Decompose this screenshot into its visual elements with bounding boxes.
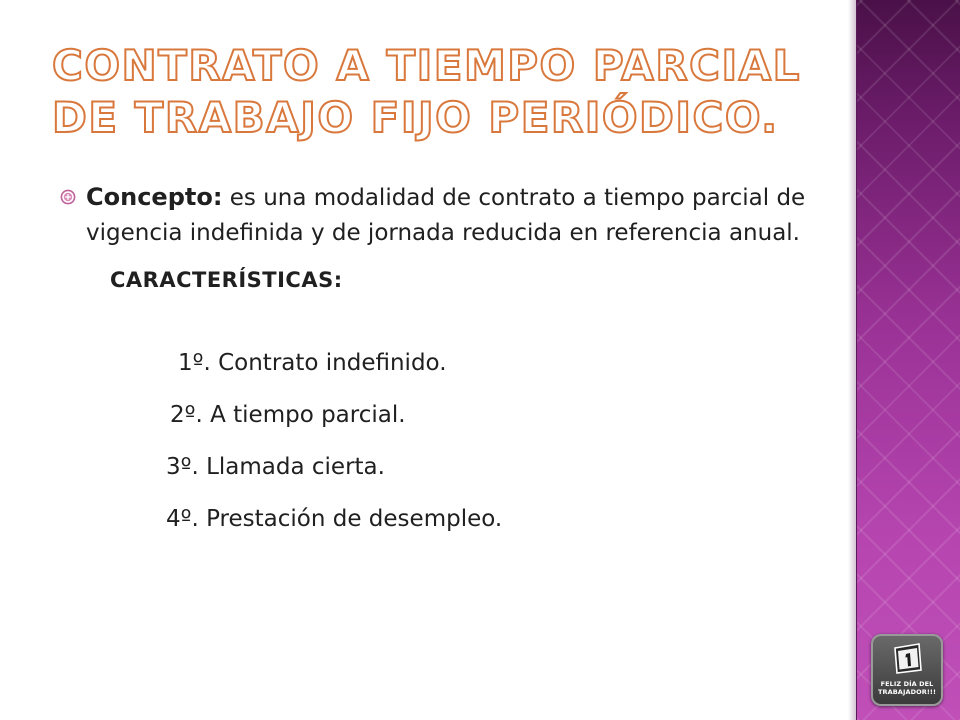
side-band-shadow bbox=[848, 0, 856, 720]
badge-caption bbox=[873, 680, 941, 696]
title-line-1: CONTRATO A TIEMPO PARCIAL bbox=[52, 41, 801, 90]
list-item: 3º. Llamada cierta. bbox=[166, 454, 385, 480]
slide-content bbox=[60, 180, 830, 545]
characteristics-list bbox=[60, 337, 830, 545]
concept-label: Concepto: bbox=[86, 183, 223, 211]
list-item: 2º. A tiempo parcial. bbox=[170, 402, 406, 428]
list-item: 1º. Contrato indefinido. bbox=[178, 350, 447, 376]
labor-day-badge bbox=[871, 634, 943, 706]
list-item: 4º. Prestación de desempleo. bbox=[166, 506, 503, 532]
decorative-side-band bbox=[856, 0, 960, 720]
badge-caption-line-2: TRABAJADOR!!! bbox=[877, 688, 937, 696]
concept-text: es una modalidad de contrato a tiempo parcial de vigencia indefinida y de jornada reducida en referencia anual. bbox=[86, 185, 806, 246]
characteristics-heading: CARACTERÍSTICAS: bbox=[110, 268, 343, 292]
badge-caption-line-1: FELIZ DÍA DEL bbox=[880, 680, 934, 688]
slide-title bbox=[52, 40, 842, 144]
title-line-2: DE TRABAJO FIJO PERIÓDICO. bbox=[52, 93, 779, 142]
calendar-one-icon bbox=[889, 640, 925, 676]
concept-bullet bbox=[60, 180, 830, 251]
circled-plus-icon bbox=[60, 189, 76, 205]
